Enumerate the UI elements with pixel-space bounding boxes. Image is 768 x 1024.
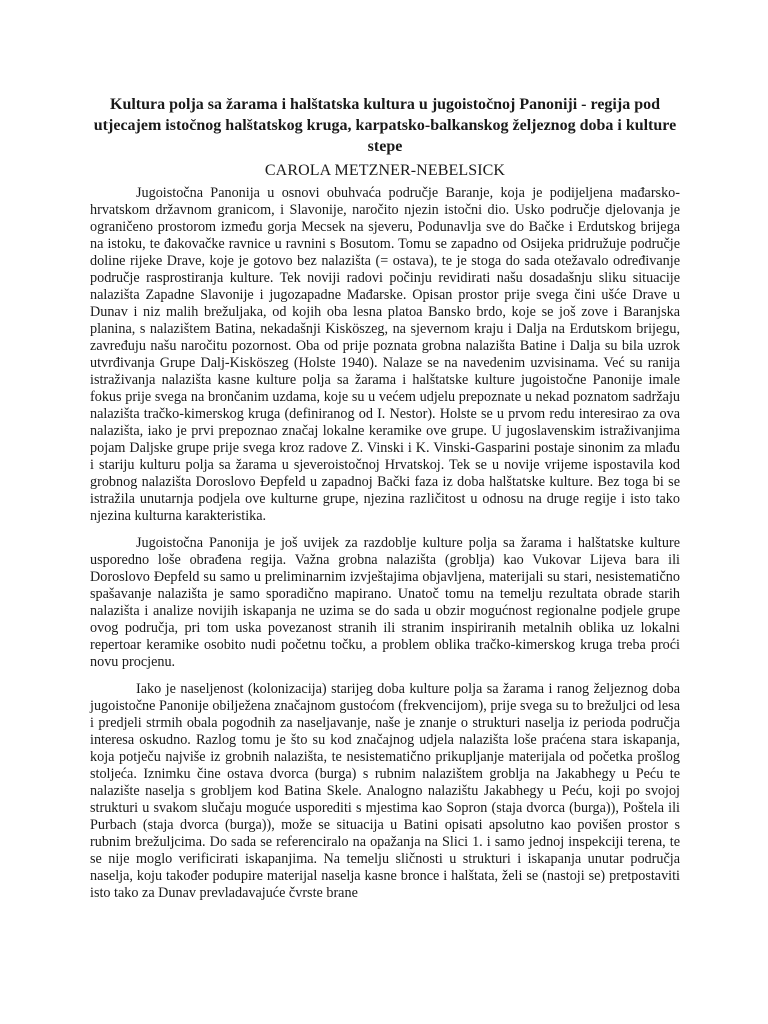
document-body bbox=[90, 185, 680, 902]
paragraph-3: Iako je naseljenost (kolonizacija) starijeg doba kulture polja sa žarama i ranog željeznog doba jugoistočne Panonije obilježena značajnom gustoćom (frekvencijom), prije svega su to brežuljci od lesa i predjeli strmih obala pogodnih za naseljavanje, naše je znanje o strukturi naselja iz perioda područja interesa oskudno. Razlog tomu je što su kod značajnog udjela nalazišta loše praćena stara iskapanja, koja potječu najviše iz grobnih nalazišta, te nesistematično prikupljanje materijala od početka prošlog stoljeća. Iznimku čine ostava dvorca (burga) s rubnim nalazištem groblja na Jakabhegy u Peću te nalazište naselja s grobljem kod Batina Skele. Analogno nalazištu Jakabhegy u Peću, koji po svojoj strukturi u svakom slučaju moguće usporediti s mjestima kao Sopron (staja dvorca (burga)), Poštela ili Purbach (staja dvorca (burga)), može se situacija u Batini opisati apsolutno kao povišen prostor s rubnim brežuljcima. Do sada se referenciralo na opažanja na Slici 1. i samo jednoj inspekciji terena, te se nije moglo verificirati iskapanjima. Na temelju sličnosti u strukturi i iskapanja unutar područja naselja, koju također podupire materijal naselja kasne bronce i halštata, želi se (nastoji se) pretpostaviti isto tako za Dunav prevladavajuće čvrste brane bbox=[90, 681, 680, 901]
paragraph-2: Jugoistočna Panonija je još uvijek za razdoblje kulture polja sa žarama i halštatske kulture usporedno loše obrađena regija. Važna grobna nalazišta (groblja) kao Vukovar Lijeva bara ili Doroslovo Đepfeld su samo u preliminarnim izvještajima objavljena, materijali su stari, nesistematično spašavanje nalazišta je samo sporadično mapirano. Unatoč tomu na temelju rezultata obrade starih nalazišta i analize novijih iskapanja ne uzima se do sada u obzir mogućnost regionalne podjele grupe ovog područja, pri tom uska povezanost stranih ili stranim inspiriranih metalnih oblika uz lokalni repertoar keramike osobito nudi početnu točku, a problem oblika tračko-kimerskog kruga treba proći novu procjenu. bbox=[90, 535, 680, 670]
author-name: CAROLA METZNER-NEBELSICK bbox=[264, 162, 506, 179]
document-page bbox=[90, 94, 680, 902]
paragraph-1: Jugoistočna Panonija u osnovi obuhvaća područje Baranje, koja je podijeljena mađarsko-hrvatskom državnom granicom, i Slavonije, naročito njezin istočni dio. Usko područje djelovanja je ograničeno prostorom između gorja Mecsek na sjeveru, Podunavlja sve do Bačke i Erdutskog brijega na istoku, te đakovačke ravnice u ravnini s Bosutom. Tomu se zapadno od Osijeka pridružuje područje doline rijeke Drave, koje je gotovo bez nalazišta (= ostava), te je stoga do sada otežavalo određivanje područje rasprostiranja kulture. Tek noviji radovi počinju revidirati našu dosadašnju sliku situacije nalazišta Zapadne Slavonije i jugozapadne Mađarske. Opisan prostor prije svega čini ušće Drave u Dunav i niz malih brežuljaka, od kojih oba lesna platoa Bansko brdo, koje se još zove i Baranjska planina, s nalazištem Batina, nekadašnji Kisköszeg, na sjevernom kraju i Dalja na Erdutskom brijegu, zavređuju našu naročitu pozornost. Oba od prije poznata grobna nalazišta Batine i Dalja su bila uzrok utvrđivanja Grupe Dalj-Kisköszeg (Holste 1940). Nalaze se na navedenim uzvisinama. Već su ranija istraživanja nalazišta kasne kulture polja sa žarama i halštatske kulture jugoistočne Panonije imale fokus prije svega na brončanim uzdama, koje su u većem udjelu prepoznate u nekad poznatom sadržaju nalazišta tračko-kimerskog kruga (definiranog od I. Nestor). Holste se u prvom redu interesirao za ova nalazišta, iako je prvi prepoznao značaj lokalne keramike ove grupe. U jugoslavenskim istraživanjima pojam Daljske grupe prije svega kroz radove Z. Vinski i K. Vinski-Gasparini postaje sinonim za mlađu i stariju kulturu polja sa žarama u sjeveroistočnoj Hrvatskoj. Tek se u novije vrijeme ispostavila kod grobnog nalazišta Doroslovo Đepfeld u zapadnoj Bački faza iz doba halštatske kulture. Bez toga bi se istražila unutarnja podjela ove kulturne grupe, njezina različitost u odnosu na druge regije i isto tako njezina kulturna karakteristika. bbox=[90, 185, 680, 524]
document-title: Kultura polja sa žarama i halštatska kultura u jugoistočnoj Panoniji - regija pod utjecajem istočnog halštatskog kruga, karpatsko-balkanskog željeznog doba i kulture stepe bbox=[93, 96, 677, 155]
